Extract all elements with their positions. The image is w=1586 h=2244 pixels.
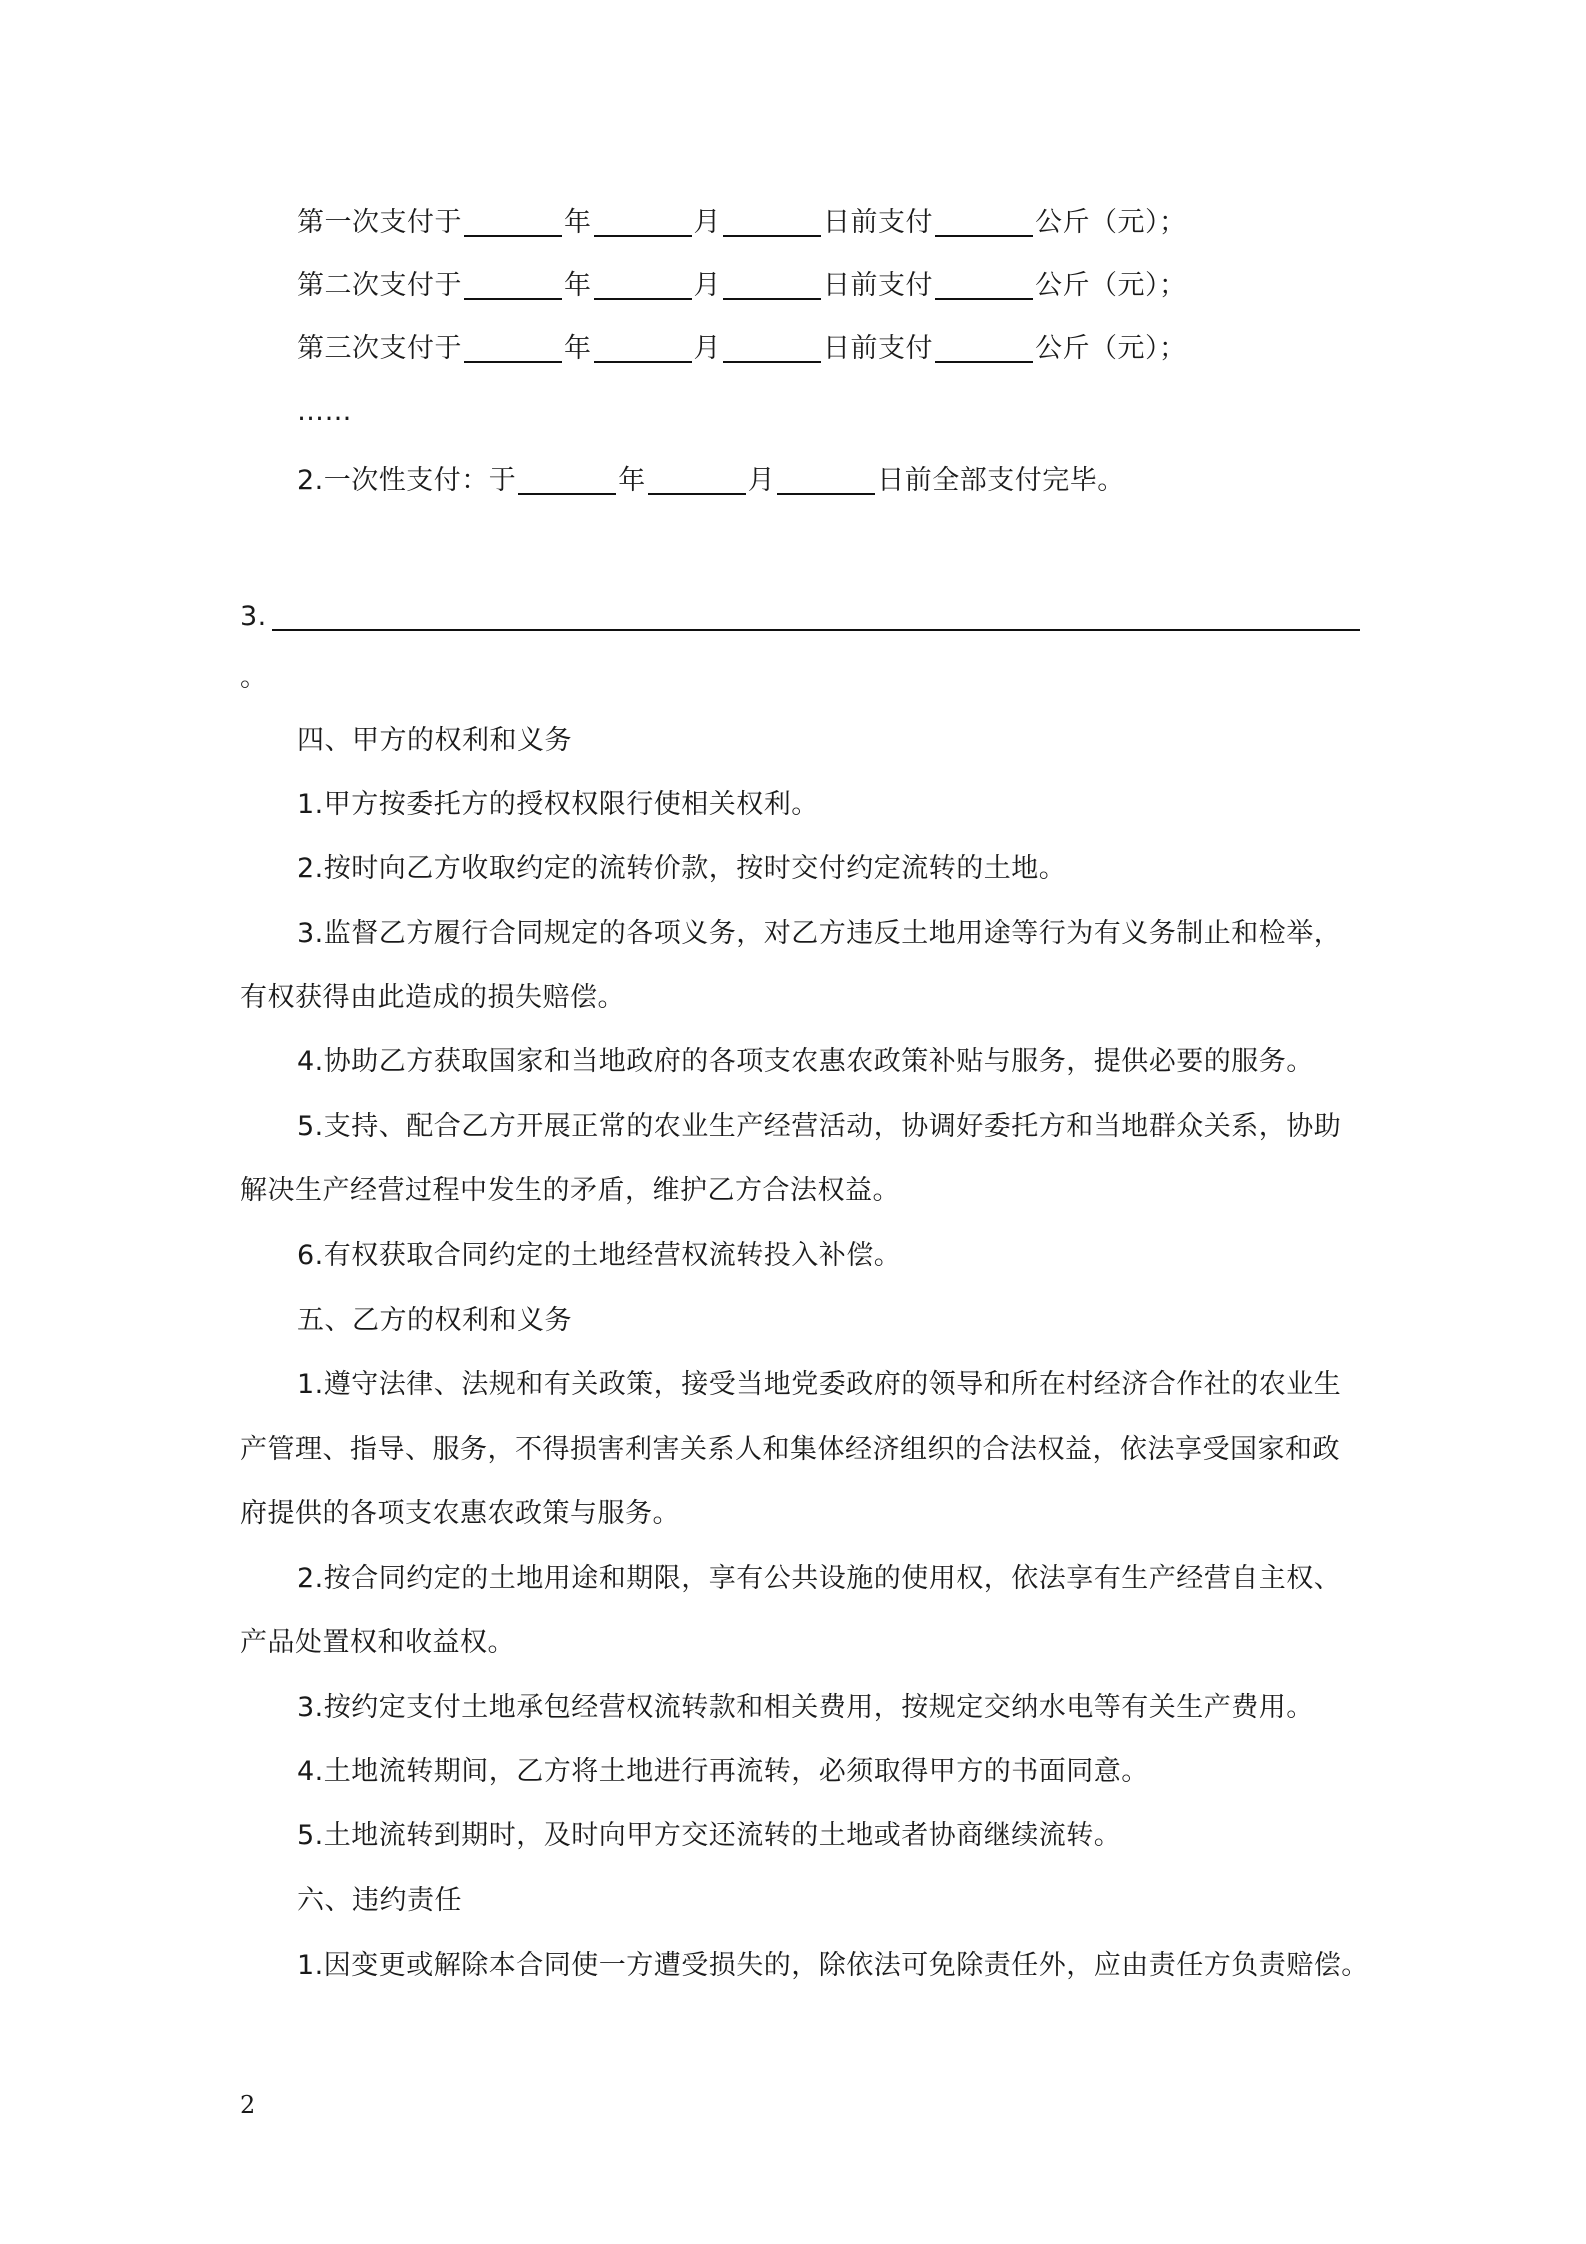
month-label: 月 [693, 270, 721, 301]
day-label: 日前支付 [823, 270, 933, 301]
payment-prefix: 第三次支付于 [297, 333, 462, 364]
month-blank [594, 268, 692, 300]
clause-line: 4.土地流转期间，乙方将土地进行再流转，必须取得甲方的书面同意。 [297, 1756, 1149, 1787]
year-label: 年 [564, 207, 592, 238]
year-label: 年 [618, 465, 646, 496]
clause-line: 1.遵守法律、法规和有关政策，接受当地党委政府的领导和所在村经济合作社的农业生 [297, 1369, 1342, 1400]
month-blank [594, 331, 692, 363]
section-heading-6: 六、违约责任 [297, 1885, 462, 1916]
payment-line-1 [297, 203, 1187, 243]
clause-line: 5.土地流转到期时，及时向甲方交还流转的土地或者协商继续流转。 [297, 1820, 1122, 1851]
month-blank [648, 463, 746, 495]
day-blank [723, 331, 821, 363]
ellipsis: …… [297, 396, 352, 427]
clause-line: 1.甲方按委托方的授权权限行使相关权利。 [297, 789, 819, 820]
clause-line: 3.按约定支付土地承包经营权流转款和相关费用，按规定交纳水电等有关生产费用。 [297, 1692, 1314, 1723]
lump-sum-prefix: 2.一次性支付：于 [297, 465, 517, 496]
month-blank [594, 205, 692, 237]
year-label: 年 [564, 333, 592, 364]
item-3-label: 3. [240, 601, 267, 632]
year-blank [464, 205, 562, 237]
clause-line: 产品处置权和收益权。 [240, 1627, 515, 1658]
lump-sum-suffix: 日前全部支付完毕。 [877, 465, 1125, 496]
clause-line: 6.有权获取合同约定的土地经营权流转投入补偿。 [297, 1240, 902, 1271]
clause-line: 解决生产经营过程中发生的矛盾，维护乙方合法权益。 [240, 1175, 900, 1206]
month-label: 月 [693, 333, 721, 364]
clause-line: 4.协助乙方获取国家和当地政府的各项支农惠农政策补贴与服务，提供必要的服务。 [297, 1046, 1314, 1077]
day-blank [723, 268, 821, 300]
clause-line: 1.因变更或解除本合同使一方遭受损失的，除依法可免除责任外，应由责任方负责赔偿。 [297, 1950, 1369, 1981]
amount-blank [935, 331, 1033, 363]
payment-prefix: 第二次支付于 [297, 270, 462, 301]
clause-line: 府提供的各项支农惠农政策与服务。 [240, 1498, 680, 1529]
unit-label: 公斤（元）； [1035, 270, 1187, 301]
clause-line: 2.按合同约定的土地用途和期限，享有公共设施的使用权，依法享有生产经营自主权、 [297, 1563, 1342, 1594]
section-heading-5: 五、乙方的权利和义务 [297, 1305, 572, 1336]
year-label: 年 [564, 270, 592, 301]
clause-line: 5.支持、配合乙方开展正常的农业生产经营活动，协调好委托方和当地群众关系，协助 [297, 1111, 1342, 1142]
item-3-blank [272, 629, 1360, 631]
day-label: 日前支付 [823, 333, 933, 364]
year-blank [464, 268, 562, 300]
year-blank [518, 463, 616, 495]
payment-line-3 [297, 329, 1187, 369]
section-heading-4: 四、甲方的权利和义务 [297, 725, 572, 756]
amount-blank [935, 268, 1033, 300]
page-number: 2 [240, 2091, 256, 2119]
clause-line: 3.监督乙方履行合同规定的各项义务，对乙方违反土地用途等行为有义务制止和检举， [297, 918, 1342, 949]
day-blank [777, 463, 875, 495]
clause-line: 产管理、指导、服务，不得损害利害关系人和集体经济组织的合法权益，依法享受国家和政 [240, 1434, 1340, 1465]
year-blank [464, 331, 562, 363]
day-blank [723, 205, 821, 237]
month-label: 月 [693, 207, 721, 238]
clause-line: 2.按时向乙方收取约定的流转价款，按时交付约定流转的土地。 [297, 853, 1067, 884]
month-label: 月 [747, 465, 776, 496]
lump-sum-line [297, 461, 1125, 501]
payment-prefix: 第一次支付于 [297, 207, 462, 238]
unit-label: 公斤（元）； [1035, 333, 1187, 364]
payment-line-2 [297, 266, 1187, 306]
clause-line: 有权获得由此造成的损失赔偿。 [240, 982, 625, 1013]
amount-blank [935, 205, 1033, 237]
unit-label: 公斤（元）； [1035, 207, 1187, 238]
day-label: 日前支付 [823, 207, 933, 238]
item-3-end-mark: 。 [240, 662, 268, 693]
